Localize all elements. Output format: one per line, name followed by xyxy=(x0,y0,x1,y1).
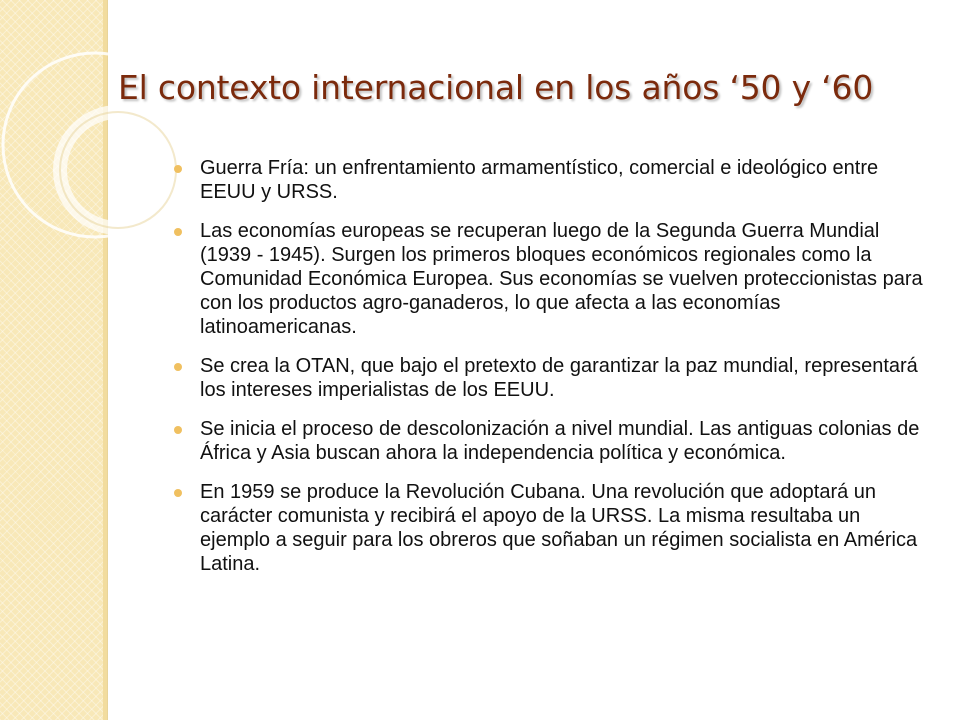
side-panel-edge xyxy=(103,0,107,720)
bullet-list xyxy=(172,156,932,591)
slide-title: El contexto internacional en los años ‘50 y ‘60 xyxy=(118,68,874,107)
list-item xyxy=(172,219,932,339)
list-item xyxy=(172,354,932,402)
bullet-text: Se crea la OTAN, que bajo el pretexto de garantizar la paz mundial, representará los intereses imperialistas de los EEUU. xyxy=(200,355,918,401)
bullet-icon xyxy=(174,228,182,236)
bullet-text: Se inicia el proceso de descolonización a nivel mundial. Las antiguas colonias de África y Asia buscan ahora la independencia política y económica. xyxy=(200,418,920,464)
bullet-text: En 1959 se produce la Revolución Cubana. Una revolución que adoptará un carácter comunista y recibirá el apoyo de la URSS. La misma resultaba un ejemplo a seguir para los obreros que soñaban un régimen socialista en América Latina. xyxy=(200,481,918,575)
list-item xyxy=(172,417,932,465)
bullet-icon xyxy=(174,363,182,371)
decorative-side-panel xyxy=(0,0,108,720)
list-item xyxy=(172,480,932,576)
bullet-text: Guerra Fría: un enfrentamiento armamentístico, comercial e ideológico entre EEUU y URSS. xyxy=(200,157,879,203)
bullet-icon xyxy=(174,489,182,497)
bullet-icon xyxy=(174,426,182,434)
list-item xyxy=(172,156,932,204)
bullet-text: Las economías europeas se recuperan luego de la Segunda Guerra Mundial (1939 - 1945). Surgen los primeros bloques económicos regionales como la Comunidad Económica Europea. Sus economías se vuelven proteccionistas para con los productos agro-ganaderos, lo que afecta a las economías latinoamericanas. xyxy=(200,220,923,338)
bullet-icon xyxy=(174,165,182,173)
